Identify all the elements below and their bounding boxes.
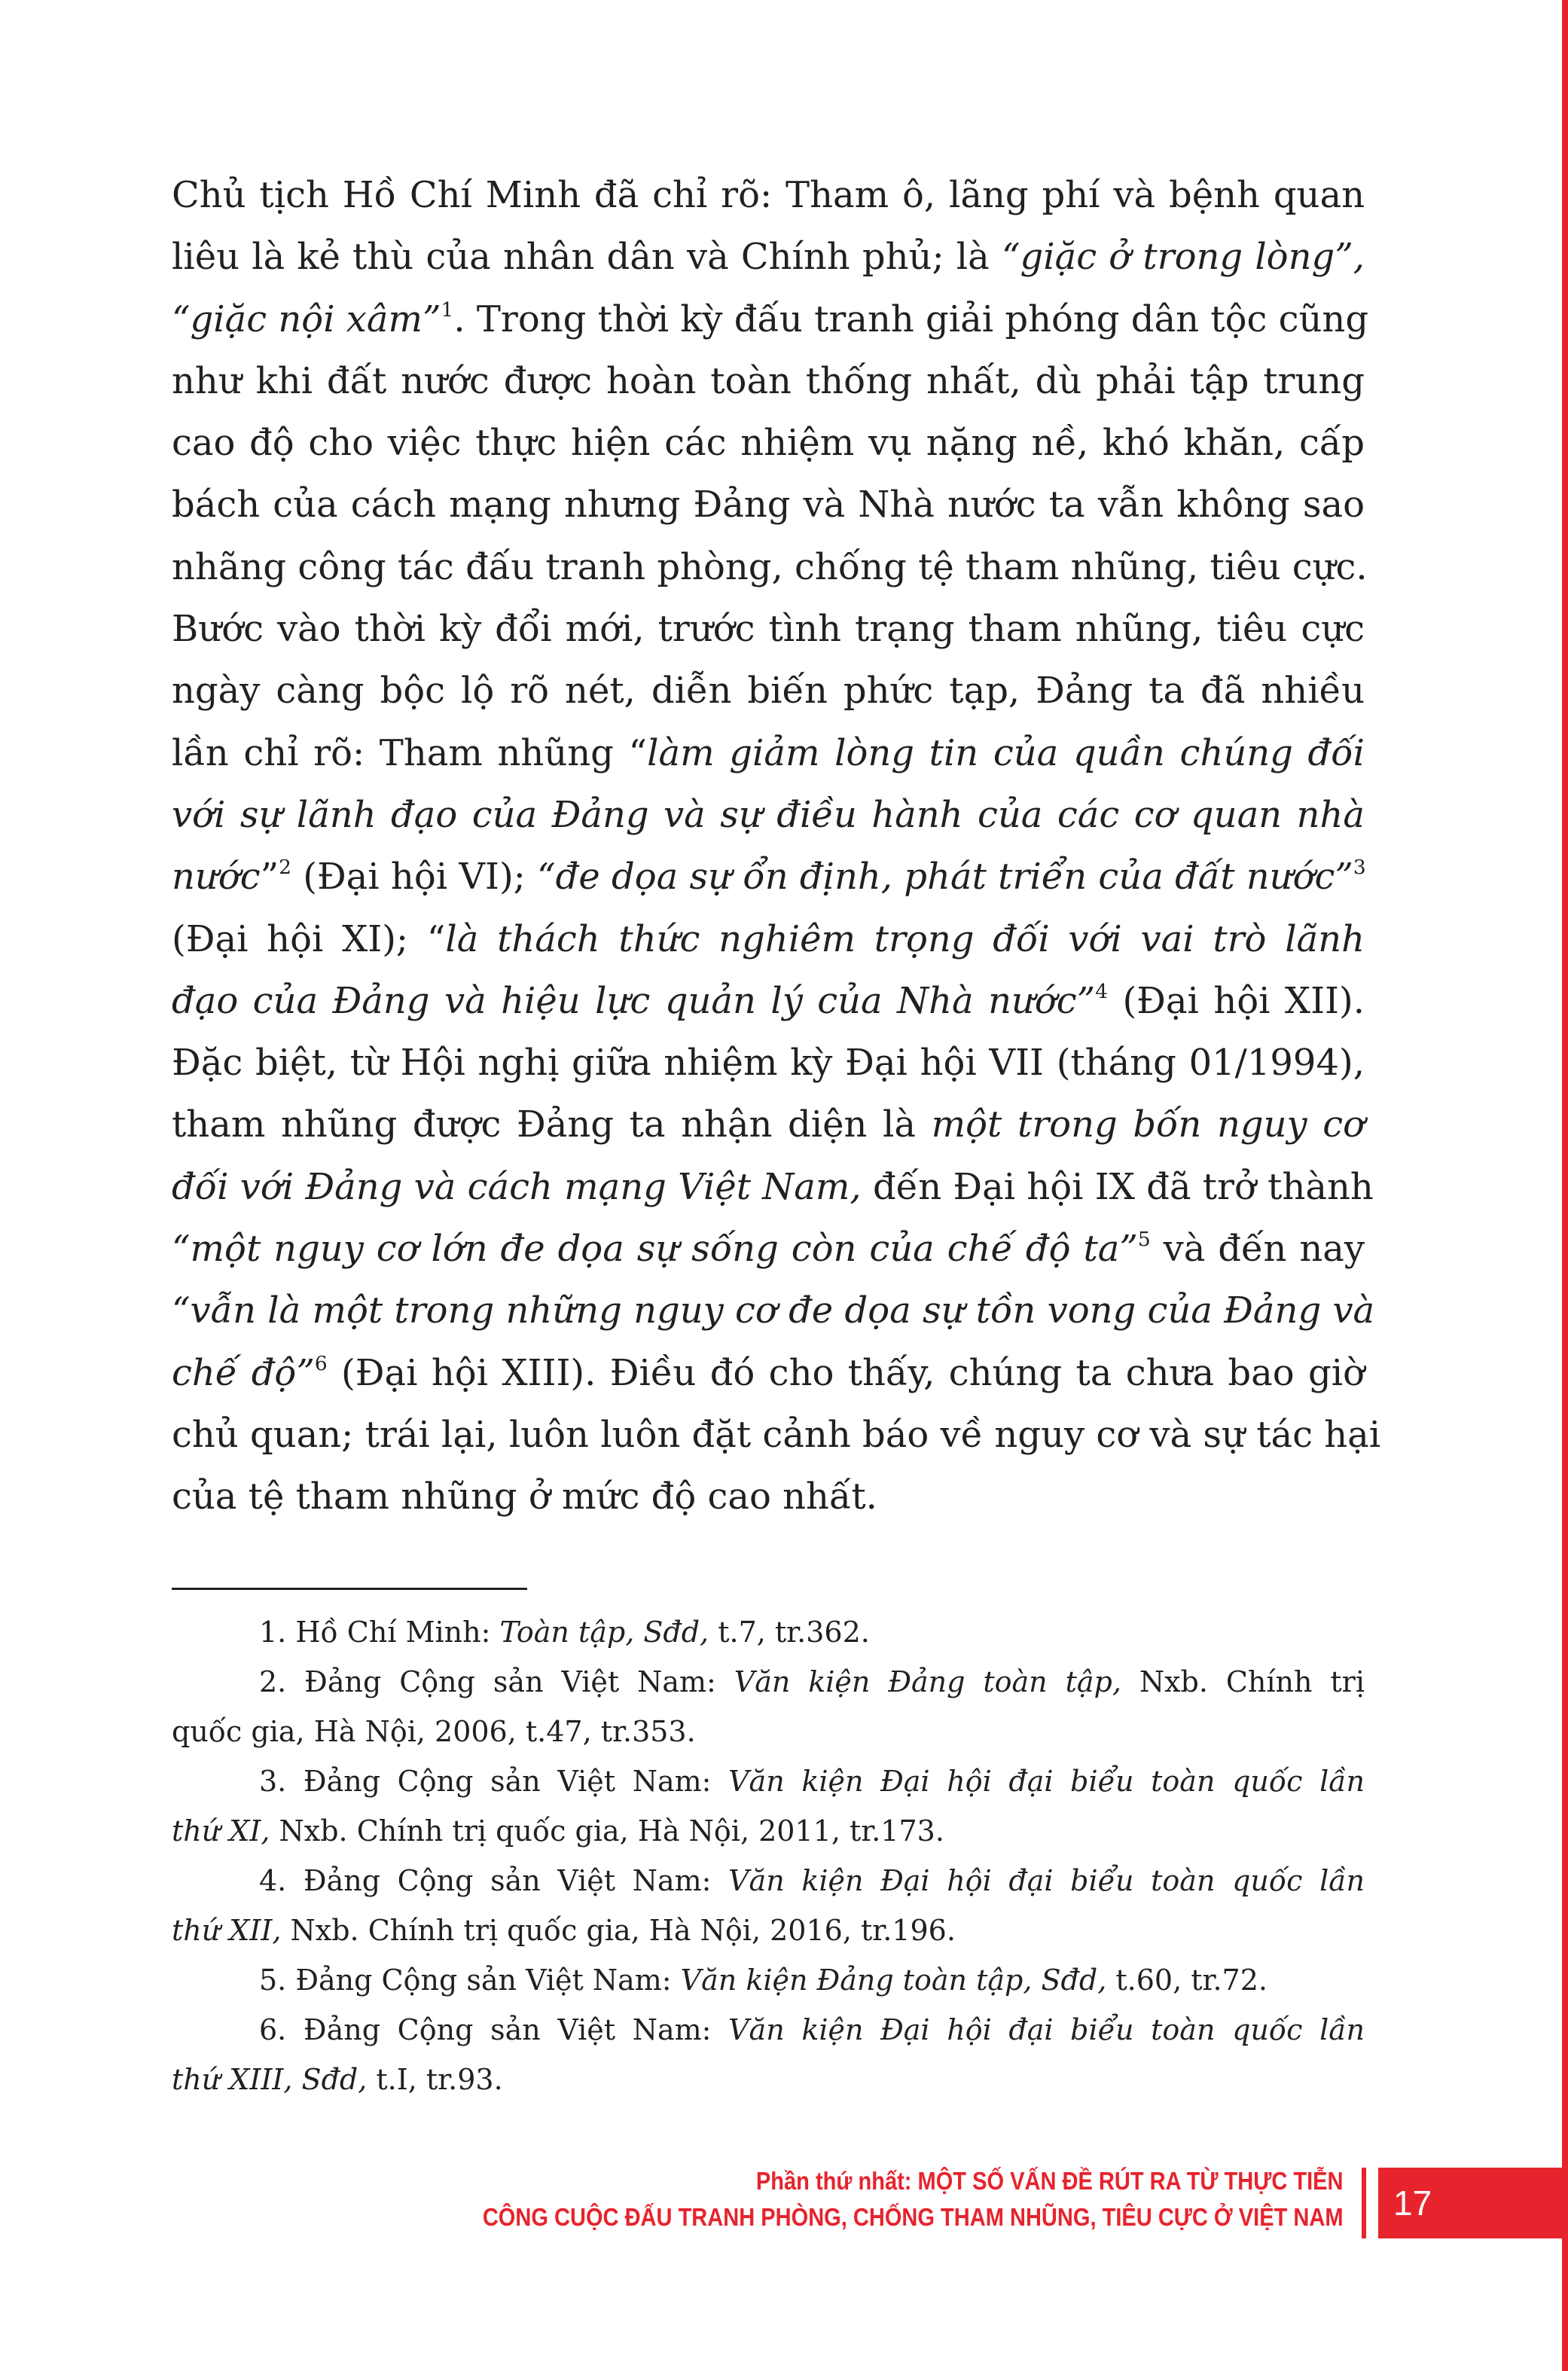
italic-text: “giặc ở trong lòng”, (1001, 236, 1365, 279)
body-line (172, 1094, 1365, 1155)
text-run: t.7, tr.362. (709, 1616, 870, 1649)
body-line (172, 226, 1365, 288)
text-run: Nxb. Chính trị (1121, 1665, 1365, 1698)
footnote-marker: 1 (441, 298, 454, 322)
footnote (172, 1955, 1365, 2005)
body-line (172, 1342, 1365, 1404)
italic-text: Văn kiện Đảng toàn tập, Sđd, (680, 1964, 1107, 1997)
italic-text: chế độ” (172, 1351, 315, 1394)
footnote-line (172, 2005, 1365, 2055)
footnote-line (172, 2055, 1365, 2104)
text-run: lần chỉ rõ: Tham nhũng “ (172, 731, 648, 774)
footnote-line (172, 1856, 1365, 1906)
italic-text: với sự lãnh đạo của Đảng và sự điều hành của các cơ quan nhà (172, 793, 1365, 836)
footnote-marker: 3 (1353, 856, 1366, 880)
footnote (172, 1657, 1365, 1756)
italic-text: là thách thức nghiêm trọng đối với vai trò lãnh (445, 917, 1365, 960)
text-run: (Đại hội VI); (291, 856, 538, 899)
body-line (172, 350, 1365, 412)
body-line (172, 1032, 1365, 1094)
text-run: quốc gia, Hà Nội, 2006, t.47, tr.353. (172, 1715, 696, 1748)
text-run: 4. Đảng Cộng sản Việt Nam: (259, 1864, 729, 1897)
text-run: 2. Đảng Cộng sản Việt Nam: (259, 1665, 734, 1698)
text-run: Bước vào thời kỳ đổi mới, trước tình trạng tham nhũng, tiêu cực (172, 608, 1365, 651)
body-line (172, 288, 1369, 350)
footnote-line (172, 1707, 1365, 1756)
italic-text: Văn kiện Đại hội đại biểu toàn quốc lần (728, 1765, 1365, 1798)
italic-text: “một nguy cơ lớn đe dọa sự sống còn của chế độ ta” (172, 1228, 1138, 1271)
body-text (172, 164, 1381, 1528)
running-head-line-2: CÔNG CUỘC ĐẤU TRANH PHÒNG, CHỐNG THAM NHŨNG, TIÊU CỰC Ở VIỆT NAM (483, 2203, 1344, 2231)
text-run: Nxb. Chính trị quốc gia, Hà Nội, 2011, tr.173. (270, 1814, 944, 1848)
body-line (172, 908, 1365, 970)
body-line (172, 846, 1365, 908)
footnote-line (172, 1657, 1365, 1707)
body-line (172, 970, 1365, 1032)
text-run: 6. Đảng Cộng sản Việt Nam: (259, 2013, 729, 2046)
text-run: 1. Hồ Chí Minh: (259, 1616, 500, 1649)
text-run: chủ quan; trái lại, luôn luôn đặt cảnh báo về nguy cơ và sự tác hại (172, 1413, 1381, 1456)
footnote-line (172, 1607, 1365, 1657)
running-head-divider (1362, 2168, 1366, 2238)
italic-text: Văn kiện Đại hội đại biểu toàn quốc lần (728, 1864, 1365, 1897)
footnote-marker: 2 (279, 856, 291, 880)
body-line (172, 660, 1365, 722)
body-line (172, 536, 1368, 598)
footnote-marker: 4 (1095, 980, 1109, 1004)
footnote (172, 1856, 1365, 1955)
italic-text: đối với Đảng và cách mạng Việt Nam, (172, 1165, 862, 1208)
body-line (172, 164, 1365, 226)
footnote-marker: 5 (1137, 1228, 1151, 1252)
text-run: ngày càng bộc lộ rõ nét, diễn biến phức tạp, Đảng ta đã nhiều (172, 670, 1365, 713)
footnote-line (172, 1906, 1365, 1955)
footnote-line (172, 1955, 1365, 2005)
text-run: và đến nay (1150, 1228, 1365, 1271)
footnote (172, 1756, 1365, 1856)
text-run: liêu là kẻ thù của nhân dân và Chính phủ; là (172, 236, 1002, 279)
body-line (172, 474, 1365, 536)
body-line (172, 1280, 1375, 1341)
footnote-rule (172, 1588, 527, 1590)
text-run: như khi đất nước được hoàn toàn thống nhất, dù phải tập trung (172, 359, 1365, 402)
text-run: t.60, tr.72. (1106, 1964, 1268, 1997)
italic-text: Văn kiện Đảng toàn tập, (734, 1665, 1121, 1698)
text-run: Chủ tịch Hồ Chí Minh đã chỉ rõ: Tham ô, lãng phí và bệnh quan (172, 174, 1365, 216)
body-line (172, 1156, 1374, 1218)
italic-text: “giặc nội xâm” (172, 298, 441, 340)
footnote-marker: 6 (314, 1351, 328, 1375)
text-run: đến Đại hội IX đã trở thành (861, 1165, 1374, 1208)
text-run: Nxb. Chính trị quốc gia, Hà Nội, 2016, tr.196. (281, 1914, 956, 1947)
italic-text: nước (172, 856, 261, 899)
italic-text: Văn kiện Đại hội đại biểu toàn quốc lần (728, 2013, 1365, 2046)
italic-text: đạo của Đảng và hiệu lực quản lý của Nhà nước” (172, 979, 1096, 1022)
text-run: bách của cách mạng nhưng Đảng và Nhà nước ta vẫn không sao (172, 484, 1365, 526)
page-edge-bar (1562, 0, 1568, 2371)
body-line (172, 598, 1365, 660)
text-run: nhãng công tác đấu tranh phòng, chống tệ tham nhũng, tiêu cực. (172, 545, 1368, 588)
text-run: cao độ cho việc thực hiện các nhiệm vụ nặng nề, khó khăn, cấp (172, 422, 1365, 465)
text-run: t.I, tr.93. (367, 2063, 503, 2096)
body-line (172, 1404, 1381, 1466)
text-run: (Đại hội XII). (1108, 979, 1365, 1022)
italic-text: “vẫn là một trong những nguy cơ đe dọa sự tồn vong của Đảng và (172, 1289, 1375, 1332)
text-run: (Đại hội XIII). Điều đó cho thấy, chúng ta chưa bao giờ (327, 1351, 1365, 1394)
footnote-line (172, 1806, 1365, 1856)
text-run: 3. Đảng Cộng sản Việt Nam: (259, 1765, 729, 1798)
body-line (172, 722, 1365, 784)
running-head (365, 2163, 1344, 2235)
italic-text: “đe dọa sự ổn định, phát triển của đất nước” (537, 856, 1353, 899)
italic-text: thứ XII, (172, 1914, 282, 1947)
italic-text: thứ XI, (172, 1814, 270, 1848)
text-run: (Đại hội XI); “ (172, 917, 446, 960)
footnotes (172, 1607, 1365, 2104)
text-run: 5. Đảng Cộng sản Việt Nam: (259, 1964, 681, 1997)
footnote (172, 2005, 1365, 2104)
body-line (172, 412, 1365, 474)
italic-text: làm giảm lòng tin của quần chúng đối (647, 731, 1365, 774)
italic-text: một trong bốn nguy cơ (931, 1103, 1365, 1146)
footnote (172, 1607, 1365, 1657)
text-run: . Trong thời kỳ đấu tranh giải phóng dân tộc cũng (453, 298, 1369, 340)
body-line (172, 1218, 1365, 1280)
italic-text: Toàn tập, Sđd, (499, 1616, 709, 1649)
italic-text: thứ XIII, Sđd, (172, 2063, 368, 2096)
footnote-line (172, 1756, 1365, 1806)
text-run: của tệ tham nhũng ở mức độ cao nhất. (172, 1475, 877, 1518)
text-run: ” (260, 856, 279, 899)
text-run: Đặc biệt, từ Hội nghị giữa nhiệm kỳ Đại hội VII (tháng 01/1994), (172, 1042, 1365, 1085)
page-number: 17 (1393, 2183, 1432, 2223)
running-head-line-1: Phần thứ nhất: MỘT SỐ VẤN ĐỀ RÚT RA TỪ THỰC TIỄN (756, 2167, 1344, 2195)
text-run: tham nhũng được Đảng ta nhận diện là (172, 1103, 932, 1146)
body-line (172, 1466, 1365, 1527)
body-line (172, 784, 1365, 846)
